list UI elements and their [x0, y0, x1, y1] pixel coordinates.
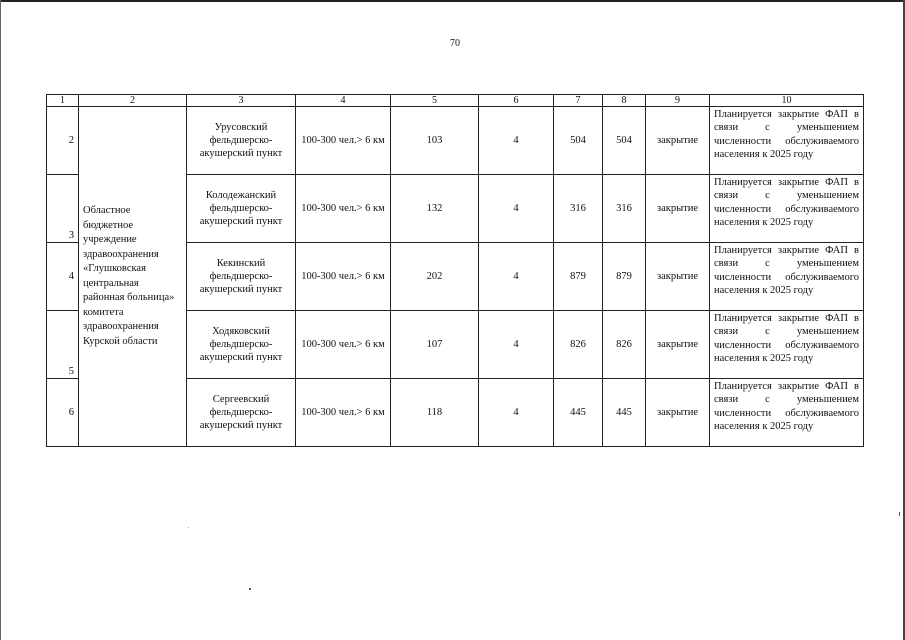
- action-cell: закрытие: [646, 243, 710, 311]
- fap-name: Сергеевский фельдшерско-акушерский пункт: [187, 379, 296, 447]
- organization-name: Областное бюджетное учреждение здравоохранения «Глушковская центральная районная больница» комитета здравоохранения Курской области: [79, 107, 187, 447]
- fap-name: Урусовский фельдшерско-акушерский пункт: [187, 107, 296, 175]
- header-cell: 9: [646, 95, 710, 107]
- header-cell: 6: [479, 95, 554, 107]
- value-cell: 4: [479, 311, 554, 379]
- value-cell: 4: [479, 107, 554, 175]
- population-category: 100-300 чел.> 6 км: [296, 175, 391, 243]
- value-cell: 879: [554, 243, 603, 311]
- header-cell: 2: [79, 95, 187, 107]
- scan-speck: [899, 512, 900, 516]
- action-cell: закрытие: [646, 379, 710, 447]
- value-cell: 504: [603, 107, 646, 175]
- scan-speck: [188, 527, 189, 528]
- action-cell: закрытие: [646, 175, 710, 243]
- value-cell: 879: [603, 243, 646, 311]
- value-cell: 4: [479, 243, 554, 311]
- fap-name: Кекинский фельдшерско-акушерский пункт: [187, 243, 296, 311]
- note-cell: Планируется закрытие ФАП в связи с уменьшением численности обслуживаемого населения к 2025 году: [710, 311, 864, 379]
- page-number: 70: [450, 38, 460, 49]
- scan-border-left: [0, 0, 1, 640]
- header-cell: 4: [296, 95, 391, 107]
- fap-table: [46, 94, 864, 447]
- value-cell: 4: [479, 379, 554, 447]
- table-row: [47, 107, 864, 175]
- fap-name: Колодежанский фельдшерско-акушерский пункт: [187, 175, 296, 243]
- row-number: 4: [47, 243, 79, 311]
- scan-border-top: [0, 0, 905, 2]
- fap-name: Ходяковский фельдшерско-акушерский пункт: [187, 311, 296, 379]
- row-number: 3: [47, 175, 79, 243]
- value-cell: 826: [554, 311, 603, 379]
- header-row: [47, 95, 864, 107]
- population-category: 100-300 чел.> 6 км: [296, 311, 391, 379]
- note-cell: Планируется закрытие ФАП в связи с уменьшением численности обслуживаемого населения к 2025 году: [710, 379, 864, 447]
- value-cell: 103: [391, 107, 479, 175]
- population-category: 100-300 чел.> 6 км: [296, 379, 391, 447]
- row-number: 6: [47, 379, 79, 447]
- header-cell: 1: [47, 95, 79, 107]
- note-cell: Планируется закрытие ФАП в связи с уменьшением численности обслуживаемого населения к 2025 году: [710, 175, 864, 243]
- value-cell: 445: [554, 379, 603, 447]
- header-cell: 3: [187, 95, 296, 107]
- note-cell: Планируется закрытие ФАП в связи с уменьшением численности обслуживаемого населения к 2025 году: [710, 243, 864, 311]
- value-cell: 4: [479, 175, 554, 243]
- value-cell: 132: [391, 175, 479, 243]
- action-cell: закрытие: [646, 107, 710, 175]
- action-cell: закрытие: [646, 311, 710, 379]
- value-cell: 118: [391, 379, 479, 447]
- value-cell: 316: [554, 175, 603, 243]
- value-cell: 826: [603, 311, 646, 379]
- population-category: 100-300 чел.> 6 км: [296, 107, 391, 175]
- scan-speck: [249, 588, 251, 590]
- value-cell: 202: [391, 243, 479, 311]
- population-category: 100-300 чел.> 6 км: [296, 243, 391, 311]
- row-number: 2: [47, 107, 79, 175]
- header-cell: 10: [710, 95, 864, 107]
- value-cell: 316: [603, 175, 646, 243]
- value-cell: 504: [554, 107, 603, 175]
- header-cell: 5: [391, 95, 479, 107]
- value-cell: 107: [391, 311, 479, 379]
- note-cell: Планируется закрытие ФАП в связи с уменьшением численности обслуживаемого населения к 2025 году: [710, 107, 864, 175]
- header-cell: 7: [554, 95, 603, 107]
- value-cell: 445: [603, 379, 646, 447]
- header-cell: 8: [603, 95, 646, 107]
- row-number: 5: [47, 311, 79, 379]
